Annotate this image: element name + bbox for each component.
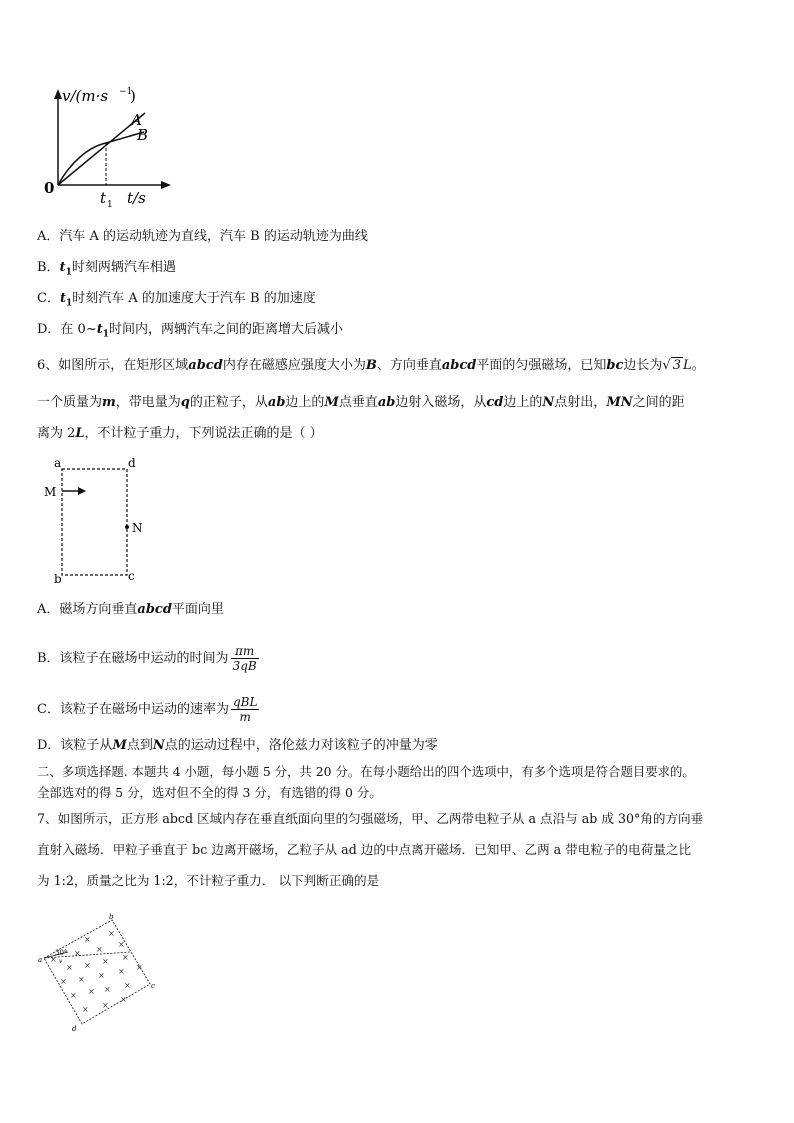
q6-option-d: D．该粒子从M点到N点的运动过程中，洛伦兹力对该粒子的冲量为零 bbox=[37, 738, 438, 753]
fig7-angle: 30° bbox=[55, 949, 68, 957]
cross: × bbox=[96, 945, 103, 954]
q6-option-b: B．该粒子在磁场中运动的时间为 $\frac{\pi m}{3qB}$ bbox=[37, 644, 257, 673]
q5-option-c: C．$t_1$时刻汽车 A 的加速度大于汽车 B 的加速度 bbox=[37, 291, 316, 309]
y-axis-label-close: ) bbox=[130, 87, 136, 105]
fig6-a: a bbox=[54, 456, 62, 470]
cross: × bbox=[70, 991, 77, 1000]
cross: × bbox=[104, 985, 111, 994]
q7-figure bbox=[38, 912, 163, 1034]
fig6-n: N bbox=[132, 521, 143, 535]
curve-b-label: B bbox=[137, 126, 149, 144]
cross: × bbox=[118, 940, 125, 949]
cross: × bbox=[60, 977, 67, 986]
cross: × bbox=[102, 957, 109, 966]
cross: × bbox=[124, 981, 131, 990]
fig7-c: c bbox=[151, 982, 155, 990]
cross: × bbox=[50, 955, 57, 964]
fig6-m: M bbox=[44, 485, 57, 499]
curve-a-label: A bbox=[131, 111, 142, 129]
fig7-v: v bbox=[59, 958, 63, 965]
q6-line1: 6、如图所示，在矩形区域abcd内存在磁感应强度大小为B、方向垂直abcd平面的匀强磁场，已知bc边长为√ 3 L。 bbox=[37, 358, 705, 373]
cross: × bbox=[136, 963, 143, 972]
cross: × bbox=[84, 961, 91, 970]
q6-line2: 一个质量为m，带电量为q的正粒子，从ab边上的M点垂直ab边射入磁场，从cd边上的N点射出，MN之间的距 bbox=[37, 395, 685, 410]
q6-figure bbox=[40, 455, 150, 585]
origin-label: 0 bbox=[44, 179, 55, 197]
q7-line1: 7、如图所示，正方形 abcd 区域内存在垂直纸面向里的匀强磁场，甲、乙两带电粒子从 a 点沿与 ab 成 30°角的方向垂 bbox=[37, 811, 704, 826]
q6-option-c: C．该粒子在磁场中运动的速率为 $\frac{\text{qBL}}{m}$ bbox=[37, 695, 258, 724]
fig6-b: b bbox=[54, 572, 62, 585]
cross: × bbox=[82, 1005, 89, 1014]
vt-graph bbox=[40, 85, 180, 215]
fig7-d: d bbox=[72, 1025, 77, 1033]
section2-line2: 全部选对的得 5 分，选对但不全的得 3 分，有选错的得 0 分。 bbox=[37, 785, 382, 800]
section2-line1: 二、多项选择题. 本题共 4 小题，每小题 5 分，共 20 分。在每小题给出的四个选项中，有多个选项是符合题目要求的。 bbox=[37, 764, 695, 779]
q5-option-a: A．汽车 A 的运动轨迹为直线，汽车 B 的运动轨迹为曲线 bbox=[37, 229, 368, 244]
cross: × bbox=[66, 963, 73, 972]
q7-line2: 直射入磁场．甲粒子垂直于 bc 边离开磁场，乙粒子从 ad 边的中点离开磁场．已知甲、乙两 a 带电粒子的电荷量之比 bbox=[37, 842, 692, 857]
q5-option-d: D．在 $0\sim t_1$时间内，两辆汽车之间的距离增大后减小 bbox=[37, 322, 344, 340]
y-axis-unit-exp: −1 bbox=[119, 87, 133, 97]
q6-line3: 离为 2L，不计粒子重力，下列说法正确的是（ ） bbox=[37, 426, 323, 441]
fig7-a: a bbox=[38, 956, 43, 964]
fig6-d: d bbox=[128, 456, 136, 470]
q6-option-a: A．磁场方向垂直abcd平面向里 bbox=[37, 602, 224, 617]
cross: × bbox=[98, 971, 105, 980]
fig6-c: c bbox=[128, 569, 135, 583]
cross: × bbox=[120, 995, 127, 1004]
cross: × bbox=[88, 987, 95, 996]
fig7-b: b bbox=[109, 913, 114, 921]
cross: × bbox=[108, 929, 115, 938]
tick-label: t bbox=[100, 189, 107, 207]
cross: × bbox=[122, 953, 129, 962]
y-axis-label: v/(m·s bbox=[62, 87, 109, 105]
cross: × bbox=[102, 1001, 109, 1010]
cross: × bbox=[74, 949, 81, 958]
tick-sub: 1 bbox=[107, 200, 113, 210]
x-axis-label: t/s bbox=[127, 189, 146, 207]
q5-option-b: B．$t_1$时刻两辆汽车相遇 bbox=[37, 260, 176, 278]
cross: × bbox=[118, 967, 125, 976]
cross: × bbox=[78, 975, 85, 984]
q7-line3: 为 1:2，质量之比为 1:2，不计粒子重力． 以下判断正确的是 bbox=[37, 873, 380, 888]
cross: × bbox=[84, 935, 91, 944]
